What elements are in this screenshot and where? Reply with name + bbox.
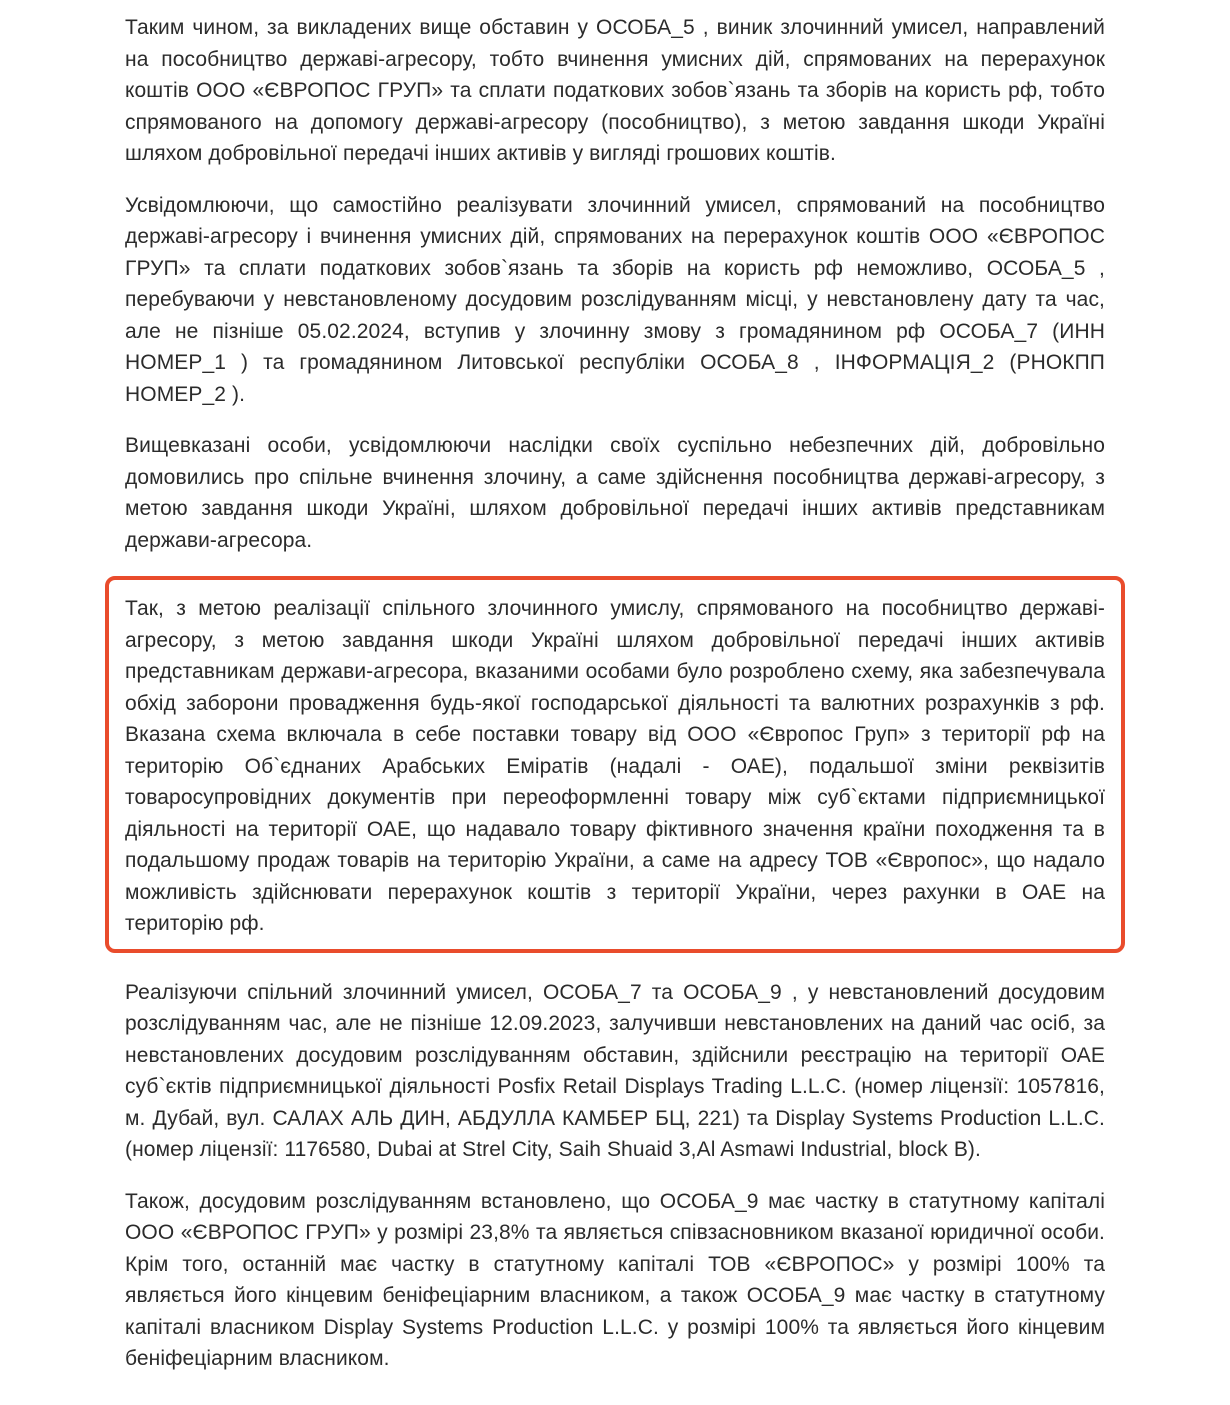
paragraph-agreement: Вищевказані особи, усвідомлюючи наслідки своїх суспільно небезпечних дій, добровільно домовились про спільне вчинення злочину, а саме здійснення пособництва державі-агресору, з метою завдання шкоди Україні, шляхом добровільної передачі інших активів представникам держави-агресора. [125,434,1105,552]
paragraph-intent: Таким чином, за викладених вище обставин у ОСОБА_5 , виник злочинний умисел, направлений на пособництво державі-агресору, тобто вчинення умисних дій, спрямованих на перерахунок коштів ООО «ЄВРОПОС ГРУП» та сплати податкових зобов`язань та зборів на користь рф, тобто спрямованого на допомогу державі-агресору (пособництво), з метою завдання шкоди Україні шляхом добровільної передачі інших активів у вигляді грошових коштів. [125,16,1105,165]
paragraph-scheme-highlighted: Так, з метою реалізації спільного злочинного умислу, спрямованого на пособництво державі-агресору, з метою завдання шкоди Україні шляхом добровільної передачі інших активів представникам держави-агресора, вказаними особами було розроблено схему, яка забезпечувала обхід заборони провадження будь-якої господарської діяльності та валютних розрахунків з рф. Вказана схема включала в себе поставки товару від ООО «Європос Груп» з території рф на територію Об`єднаних Арабських Еміратів (надалі - ОАЕ), подальшої зміни реквізитів товаросупровідних документів при переоформленні товару між суб`єктами підприємницької діяльності на території ОАЕ, що надавало товару фіктивного значення країни походження та в подальшому продаж товарів на територію України, а саме на адресу ТОВ «Європос», що надало можливість здійснювати перерахунок коштів з території України, через рахунки в ОАЕ на територію рф. [125,597,1105,935]
paragraph-ownership: Також, досудовим розслідуванням встановлено, що ОСОБА_9 має частку в статутному капіталі ООО «ЄВРОПОС ГРУП» у розмірі 23,8% та являється співзасновником вказаної юридичної особи. Крім того, останній має частку в статутному капіталі ТОВ «ЄВРОПОС» у розмірі 100% та являється його кінцевим беніфеціарним власником, а також ОСОБА_9 має частку в статутному капіталі власником Display Systems Production L.L.C. у розмірі 100% та являється його кінцевим беніфеціарним власником. [125,1189,1105,1370]
highlighted-paragraph-box [105,576,1125,953]
paragraph-conspiracy: Усвідомлюючи, що самостійно реалізувати злочинний умисел, спрямований на пособництво державі-агресору і вчинення умисних дій, спрямованих на перерахунок коштів ООО «ЄВРОПОС ГРУП» та сплати податкових зобов`язань та зборів на користь рф неможливо, ОСОБА_5 , перебуваючи у невстановленому досудовим розслідуванням місці, у невстановлену дату та час, але не пізніше 05.02.2024, вступив у злочинну змову з громадянином рф ОСОБА_7 (ИНН НОМЕР_1 ) та громадянином Литовської республіки ОСОБА_8 , ІНФОРМАЦІЯ_2 (РНОКПП НОМЕР_2 ). [125,193,1105,406]
paragraph-registration: Реалізуючи спільний злочинний умисел, ОСОБА_7 та ОСОБА_9 , у невстановлений досудовим розслідуванням час, але не пізніше 12.09.2023, залучивши невстановлених на даний час осіб, за невстановлених досудовим розслідуванням обставин, здійснили реєстрацію на території ОАЕ суб`єктів підприємницької діяльності Posfix Retail Displays Trading L.L.C. (номер ліцензії: 1057816, м. Дубай, вул. САЛАХ АЛЬ ДИН, АБДУЛЛА КАМБЕР БЦ, 221) та Display Systems Production L.L.C. (номер ліцензії: 1176580, Dubai at Strel City, Saih Shuaid 3,Al Asmawi Industrial, block B). [125,980,1105,1161]
